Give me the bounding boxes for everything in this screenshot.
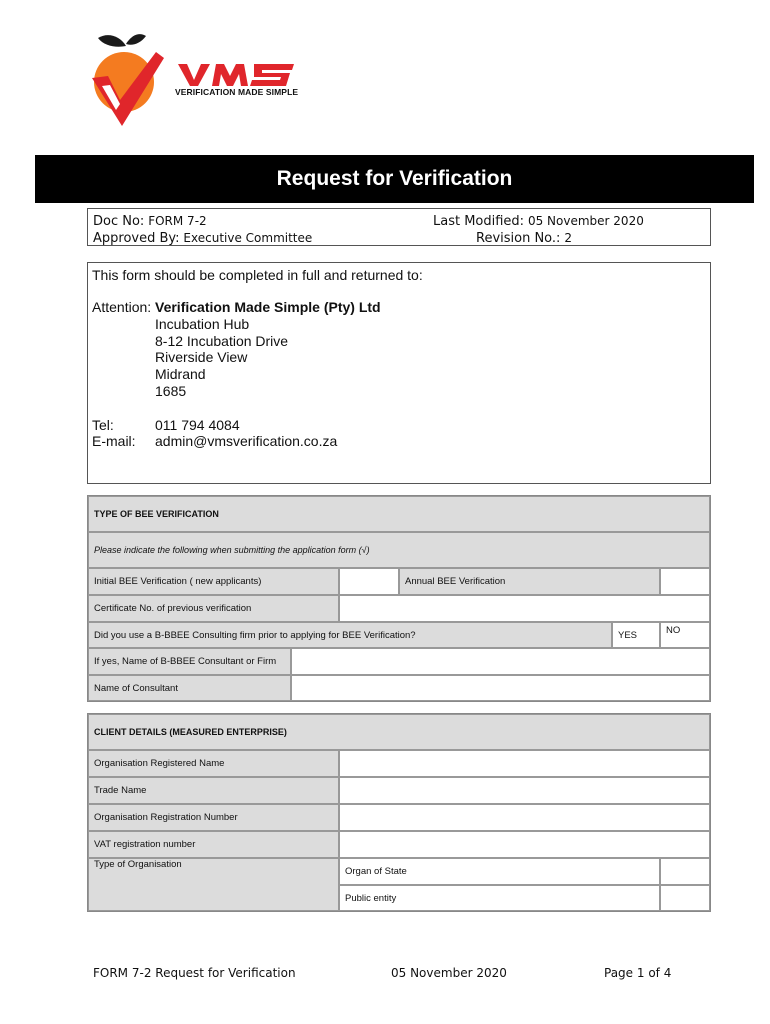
- organ-of-state-checkbox[interactable]: [660, 858, 710, 885]
- vms-logo: [86, 30, 306, 130]
- company-name: Verification Made Simple (Pty) Ltd: [155, 299, 381, 315]
- address-line-1: Incubation Hub: [155, 316, 250, 332]
- annual-verification-checkbox[interactable]: [660, 568, 710, 595]
- vat-field[interactable]: [339, 831, 710, 858]
- page-title: [35, 155, 754, 203]
- initial-verification-checkbox[interactable]: [339, 568, 399, 595]
- last-modified-label: Last Modified:: [433, 214, 525, 229]
- email-value: admin@vmsverification.co.za: [155, 433, 338, 449]
- revision-value: 2: [564, 231, 572, 245]
- bee-section-header: TYPE OF BEE VERIFICATION: [88, 496, 710, 532]
- logo-tagline: VERIFICATION MADE SIMPLE: [175, 87, 299, 97]
- footer-date: 05 November 2020: [391, 966, 507, 980]
- address-line-4: Midrand: [155, 366, 206, 382]
- last-modified-value: 05 November 2020: [527, 214, 644, 228]
- organisation-type-label: Type of Organisation: [88, 858, 339, 911]
- leaf-shape: [98, 35, 126, 47]
- trade-name-field[interactable]: [339, 777, 710, 804]
- consultant-name-label: Name of Consultant: [88, 675, 291, 701]
- consulting-question: Did you use a B-BBEE Consulting firm prior to applying for BEE Verification?: [88, 622, 612, 648]
- address-box: [87, 262, 711, 484]
- doc-no-label: Doc No:: [93, 214, 145, 229]
- page-title-text: Request for Verification: [276, 167, 513, 190]
- registered-name-label: Organisation Registered Name: [88, 750, 339, 777]
- address-line-3: Riverside View: [155, 349, 248, 365]
- certificate-no-label: Certificate No. of previous verification: [88, 595, 339, 622]
- public-entity-label: Public entity: [339, 885, 660, 911]
- address-line-5: 1685: [155, 383, 187, 399]
- approved-by: [93, 229, 312, 246]
- doc-no: [93, 212, 207, 229]
- consultant-firm-field[interactable]: [291, 648, 710, 675]
- email-label: E-mail:: [92, 433, 136, 449]
- public-entity-checkbox[interactable]: [660, 885, 710, 911]
- vms-wordmark: [178, 64, 294, 86]
- annual-verification-label: Annual BEE Verification: [399, 568, 660, 595]
- leaf-shape-2: [126, 34, 146, 45]
- revision: [476, 229, 572, 246]
- footer-page: Page 1 of 4: [604, 966, 672, 980]
- address-line-2: 8-12 Incubation Drive: [155, 333, 289, 349]
- tel-label: Tel:: [92, 417, 114, 433]
- consultant-firm-label: If yes, Name of B-BBEE Consultant or Firm: [88, 648, 291, 675]
- vat-label: VAT registration number: [88, 831, 339, 858]
- registration-number-field[interactable]: [339, 804, 710, 831]
- doc-info-box: [87, 208, 711, 246]
- trade-name-label: Trade Name: [88, 777, 339, 804]
- attention-label: Attention:: [92, 299, 152, 315]
- organ-of-state-label: Organ of State: [339, 858, 660, 885]
- footer-form: FORM 7-2 Request for Verification: [93, 966, 296, 980]
- no-option[interactable]: NO: [660, 622, 710, 648]
- approved-by-label: Approved By:: [93, 231, 180, 246]
- last-modified: [433, 212, 644, 229]
- tel-value: 011 794 4084: [155, 417, 240, 433]
- doc-no-value: FORM 7-2: [148, 214, 207, 228]
- certificate-no-field[interactable]: [339, 595, 710, 622]
- client-details-table: [87, 713, 711, 912]
- revision-label: Revision No.:: [476, 231, 561, 246]
- registered-name-field[interactable]: [339, 750, 710, 777]
- registration-number-label: Organisation Registration Number: [88, 804, 339, 831]
- client-section-header: CLIENT DETAILS (MEASURED ENTERPRISE): [88, 714, 710, 750]
- address-intro: This form should be completed in full and returned to:: [92, 267, 423, 283]
- bee-verification-table: [87, 495, 711, 702]
- initial-verification-label: Initial BEE Verification ( new applicants): [88, 568, 339, 595]
- yes-option[interactable]: YES: [612, 622, 660, 648]
- approved-by-value: Executive Committee: [183, 231, 313, 245]
- bee-instruction: Please indicate the following when submitting the application form (√): [88, 532, 710, 568]
- consultant-name-field[interactable]: [291, 675, 710, 701]
